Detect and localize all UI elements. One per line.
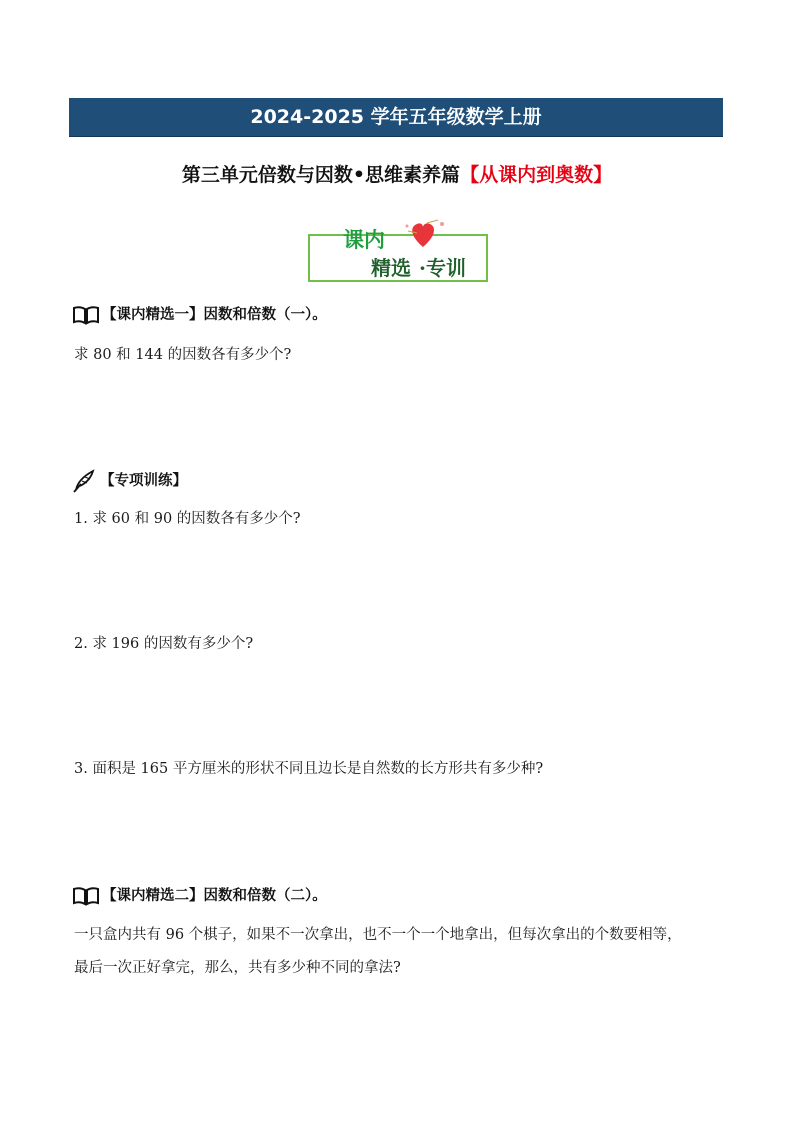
practice-heading-text: 【专项训练】 bbox=[100, 473, 187, 489]
book-icon bbox=[72, 305, 100, 325]
practice-heading bbox=[72, 469, 187, 493]
page-subtitle bbox=[0, 160, 794, 190]
badge-line2: 精选 bbox=[371, 256, 411, 280]
subtitle-main: 第三单元倍数与因数•思维素养篇 bbox=[181, 164, 461, 186]
section-heading-1 bbox=[72, 303, 327, 327]
banner-title: 2024-2025 学年五年级数学上册 bbox=[250, 106, 542, 128]
book-icon bbox=[72, 886, 100, 906]
section-heading-2-text: 【课内精选二】因数和倍数（二）。 bbox=[102, 888, 327, 904]
subtitle-highlight: 【从课内到奥数】 bbox=[460, 164, 613, 186]
title-banner bbox=[69, 98, 723, 137]
quill-icon bbox=[72, 469, 98, 493]
question-2-line-2: 最后一次正好拿完，那么，共有多少种不同的拿法? bbox=[74, 960, 401, 976]
section-heading-1-text: 【课内精选一】因数和倍数（一）。 bbox=[102, 307, 327, 323]
question-1: 求 80 和 144 的因数各有多少个? bbox=[74, 347, 292, 363]
section-heading-2 bbox=[72, 884, 327, 908]
question-2-line-1: 一只盒内共有 96 个棋子，如果不一次拿出，也不一个一个地拿出，但每次拿出的个数要相等， bbox=[74, 927, 682, 943]
section-badge bbox=[305, 215, 490, 285]
practice-item-3: 3. 面积是 165 平方厘米的形状不同且边长是自然数的长方形共有多少种? bbox=[74, 761, 544, 777]
practice-item-2: 2. 求 196 的因数有多少个? bbox=[74, 636, 254, 652]
badge-frame bbox=[305, 215, 490, 285]
badge-line1: 课内 bbox=[343, 227, 385, 252]
badge-line3: ·专训 bbox=[419, 256, 466, 280]
practice-item-1: 1. 求 60 和 90 的因数各有多少个? bbox=[74, 511, 301, 527]
